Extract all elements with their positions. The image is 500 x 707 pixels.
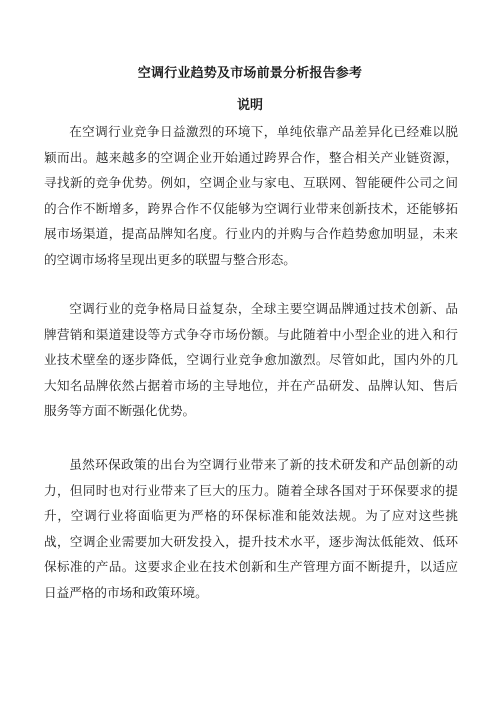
document-title: 空调行业趋势及市场前景分析报告参考 — [137, 66, 363, 81]
section-heading: 说明 — [236, 98, 263, 113]
body-paragraph-1: 在空调行业竞争日益激烈的环境下，单纯依靠产品差异化已经难以脱颖而出。越来越多的空调企业开始通过跨界合作，整合相关产业链资源，寻找新的竞争优势。例如，空调企业与家电、互联网、智能硬件公司之间的合作不断增多，跨界合作不仅能够为空调行业带来创新技术，还能够拓展市场渠道，提高品牌知名度。行业内的并购与合作趋势愈加明显，未来的空调市场将呈现出更多的联盟与整合形态。 — [44, 124, 458, 267]
body-paragraph-2: 空调行业的竞争格局日益复杂，全球主要空调品牌通过技术创新、品牌营销和渠道建设等方式争夺市场份额。与此随着中小型企业的进入和行业技术壁垒的逐步降低，空调行业竞争愈加激烈。尽管如此，国内外的几大知名品牌依然占据着市场的主导地位，并在产品研发、品牌认知、售后服务等方面不断强化优势。 — [44, 301, 458, 418]
body-paragraph-3: 虽然环保政策的出台为空调行业带来了新的技术研发和产品创新的动力，但同时也对行业带来了巨大的压力。随着全球各国对于环保要求的提升，空调行业将面临更为严格的环保标准和能效法规。为了应对这些挑战，空调企业需要加大研发投入，提升技术水平，逐步淘汰低能效、低环保标准的产品。这要求企业在技术创新和生产管理方面不断提升，以适应日益严格的市场和政策环境。 — [44, 457, 458, 600]
